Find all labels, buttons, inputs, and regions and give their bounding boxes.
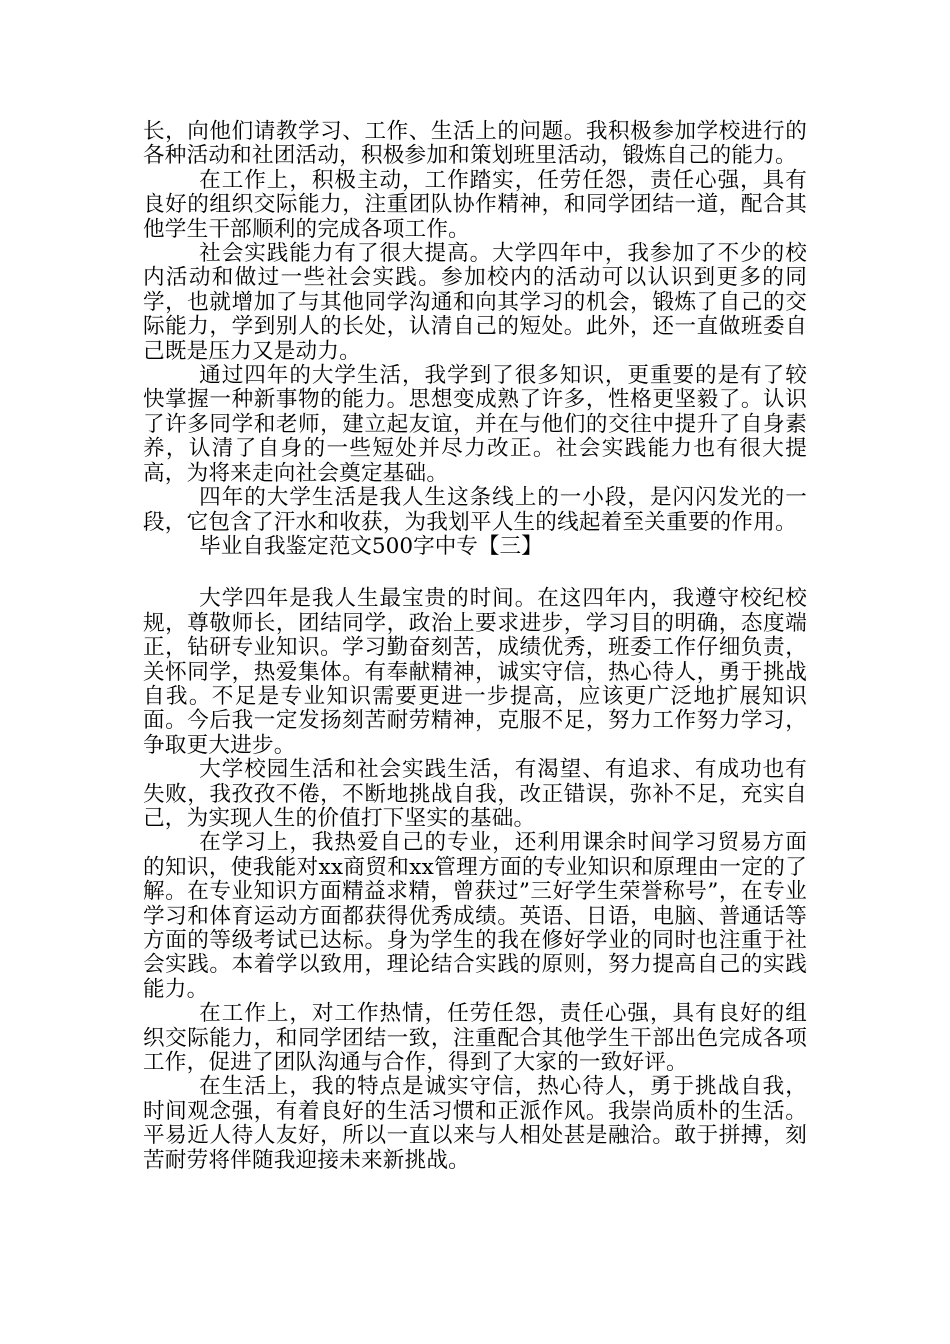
paragraph-work: 在工作上，积极主动，工作踏实，任劳任怨，责任心强，具有良好的组织交际能力，注重团队协作精神，和同学团结一道，配合其他学生干部顺利的完成各项工作。 [143, 167, 807, 242]
paragraph-work-2: 在工作上，对工作热情，任劳任怨，责任心强，具有良好的组织交际能力，和同学团结一致，注重配合其他学生干部出色完成各项工作，促进了团队沟通与合作，得到了大家的一致好评。 [143, 1001, 807, 1076]
paragraph-four-years: 通过四年的大学生活，我学到了很多知识，更重要的是有了较快掌握一种新事物的能力。思想变成熟了许多，性格更坚毅了。认识了许多同学和老师，建立起友谊，并在与他们的交往中提升了自身素养，认清了自身的一些短处并尽力改正。社会实践能力也有很大提高，为将来走向社会奠定基础。 [143, 363, 807, 486]
paragraph-continuation: 长，向他们请教学习、工作、生活上的问题。我积极参加学校进行的各种活动和社团活动，积极参加和策划班里活动，锻炼自己的能力。 [143, 119, 807, 169]
document-page [143, 120, 807, 1173]
section-heading: 毕业自我鉴定范文500字中专【三】 [199, 533, 543, 559]
blank-line [143, 559, 807, 587]
paragraph-daily-life: 在生活上，我的特点是诚实守信，热心待人，勇于挑战自我，时间观念强，有着良好的生活习惯和正派作风。我崇尚质朴的生活。平易近人待人友好，所以一直以来与人相处甚是融洽。敢于拼搏，刻苦耐劳将伴随我迎接未来新挑战。 [143, 1074, 807, 1173]
paragraph-study: 在学习上，我热爱自己的专业，还利用课余时间学习贸易方面的知识，使我能对xx商贸和xx管理方面的专业知识和原理由一定的了解。在专业知识方面精益求精，曾获过”三好学生荣誉称号”，在专业学习和体育运动方面都获得优秀成绩。英语、日语，电脑、普通话等方面的等级考试已达标。身为学生的我在修好学业的同时也注重于社会实践。本着学以致用，理论结合实践的原则，努力提高自己的实践能力。 [143, 830, 807, 1002]
paragraph-precious-time: 大学四年是我人生最宝贵的时间。在这四年内，我遵守校纪校规，尊敬师长，团结同学，政治上要求进步，学习目的明确，态度端正，钻研专业知识。学习勤奋刻苦，成绩优秀，班委工作仔细负责，关怀同学，热爱集体。有奉献精神，诚实守信，热心待人，勇于挑战自我。不足是专业知识需要更进一步提高，应该更广泛地扩展知识面。今后我一定发扬刻苦耐劳精神，克服不足，努力工作努力学习，争取更大进步。 [143, 586, 807, 758]
paragraph-life-segment: 四年的大学生活是我人生这条线上的一小段，是闪闪发光的一段，它包含了汗水和收获，为我划平人生的线起着至关重要的作用。 [143, 485, 807, 535]
paragraph-campus-life: 大学校园生活和社会实践生活，有渴望、有追求、有成功也有失败，我孜孜不倦，不断地挑战自我，改正错误，弥补不足，充实自己，为实现人生的价值打下坚实的基础。 [143, 757, 807, 831]
paragraph-social-practice: 社会实践能力有了很大提高。大学四年中，我参加了不少的校内活动和做过一些社会实践。参加校内的活动可以认识到更多的同学，也就增加了与其他同学沟通和向其学习的机会，锻炼了自己的交际能力，学到别人的长处，认清自己的短处。此外，还一直做班委自己既是压力又是动力。 [143, 241, 807, 364]
